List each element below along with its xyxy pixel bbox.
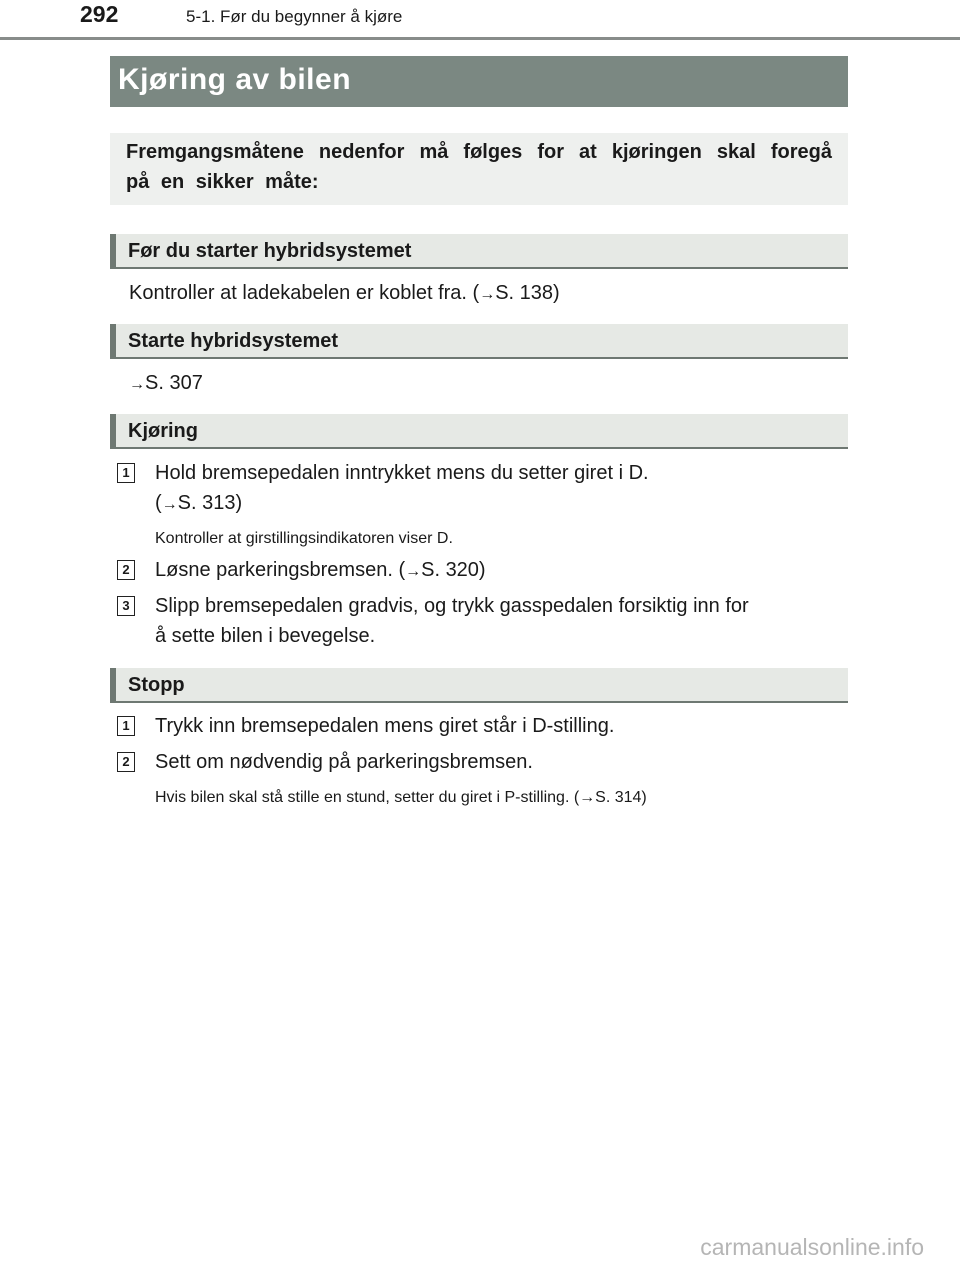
stop-step-1: Trykk inn bremsepedalen mens giret står i D-stilling.	[155, 715, 615, 737]
section-marker	[110, 668, 116, 701]
watermark: carmanualsonline.info	[700, 1234, 924, 1260]
driving-step-1-line-1: Hold bremsepedalen inntrykket mens du setter giret i D.	[155, 462, 649, 484]
section-heading-label: Kjøring	[128, 420, 198, 442]
driving-step-1-line-2	[155, 491, 242, 517]
running-header: 5-1. Før du begynner å kjøre	[186, 7, 403, 26]
section-heading-label: Før du starter hybridsystemet	[128, 240, 412, 262]
driving-step-3-line-2: å sette bilen i bevegelse.	[155, 625, 376, 647]
before-start-text	[129, 281, 560, 307]
section-heading-stop	[110, 668, 848, 703]
section-heading-start	[110, 324, 848, 359]
driving-step-2-text: Løsne parkeringsbremsen. (	[155, 559, 406, 581]
step-number-box: 1	[117, 463, 135, 483]
page-title: Kjøring av bilen	[118, 63, 352, 96]
stop-step-2: Sett om nødvendig på parkeringsbremsen.	[155, 751, 533, 773]
arrow-right-icon: →	[129, 376, 145, 393]
section-marker	[110, 414, 116, 447]
header-rule	[0, 37, 960, 40]
page-reference-link[interactable]: S. 307	[145, 372, 203, 394]
page-title-bar	[110, 56, 848, 107]
arrow-right-icon: →	[579, 789, 596, 806]
intro-box	[110, 133, 848, 205]
section-marker	[110, 324, 116, 357]
section-heading-label: Starte hybridsystemet	[128, 330, 339, 352]
driving-step-3-line-1: Slipp bremsepedalen gradvis, og trykk gasspedalen forsiktig inn for	[155, 595, 749, 617]
step-number-box: 3	[117, 596, 135, 616]
arrow-right-icon: →	[161, 496, 178, 513]
page-reference-link[interactable]: S. 313)	[177, 492, 243, 514]
page-reference-link[interactable]: S. 314)	[595, 789, 647, 806]
step-number-box: 2	[117, 752, 135, 772]
section-heading-label: Stopp	[128, 674, 185, 696]
page-reference-link[interactable]: S. 320)	[421, 559, 486, 581]
start-reference	[129, 371, 203, 397]
driving-step-2	[155, 558, 486, 584]
arrow-right-icon: →	[479, 286, 496, 303]
before-start-text-main: Kontroller at ladekabelen er koblet fra. (	[129, 282, 480, 304]
arrow-right-icon: →	[405, 563, 422, 580]
section-heading-driving	[110, 414, 848, 449]
step-number-box: 1	[117, 716, 135, 736]
section-marker	[110, 234, 116, 267]
intro-text: Fremgangsmåtene nedenfor må følges for at kjøringen skal foregå på en sikker måte:	[126, 141, 832, 193]
paren-open: (	[155, 492, 162, 514]
stop-step-2-note-text: Hvis bilen skal stå stille en stund, setter du giret i P-stilling. (	[155, 789, 580, 806]
page-number: 292	[80, 1, 119, 27]
section-heading-before-start	[110, 234, 848, 269]
driving-step-1-note: Kontroller at girstillingsindikatoren viser D.	[155, 530, 453, 547]
stop-step-2-note	[155, 788, 647, 808]
page-reference-link[interactable]: S. 138)	[495, 282, 560, 304]
step-number-box: 2	[117, 560, 135, 580]
